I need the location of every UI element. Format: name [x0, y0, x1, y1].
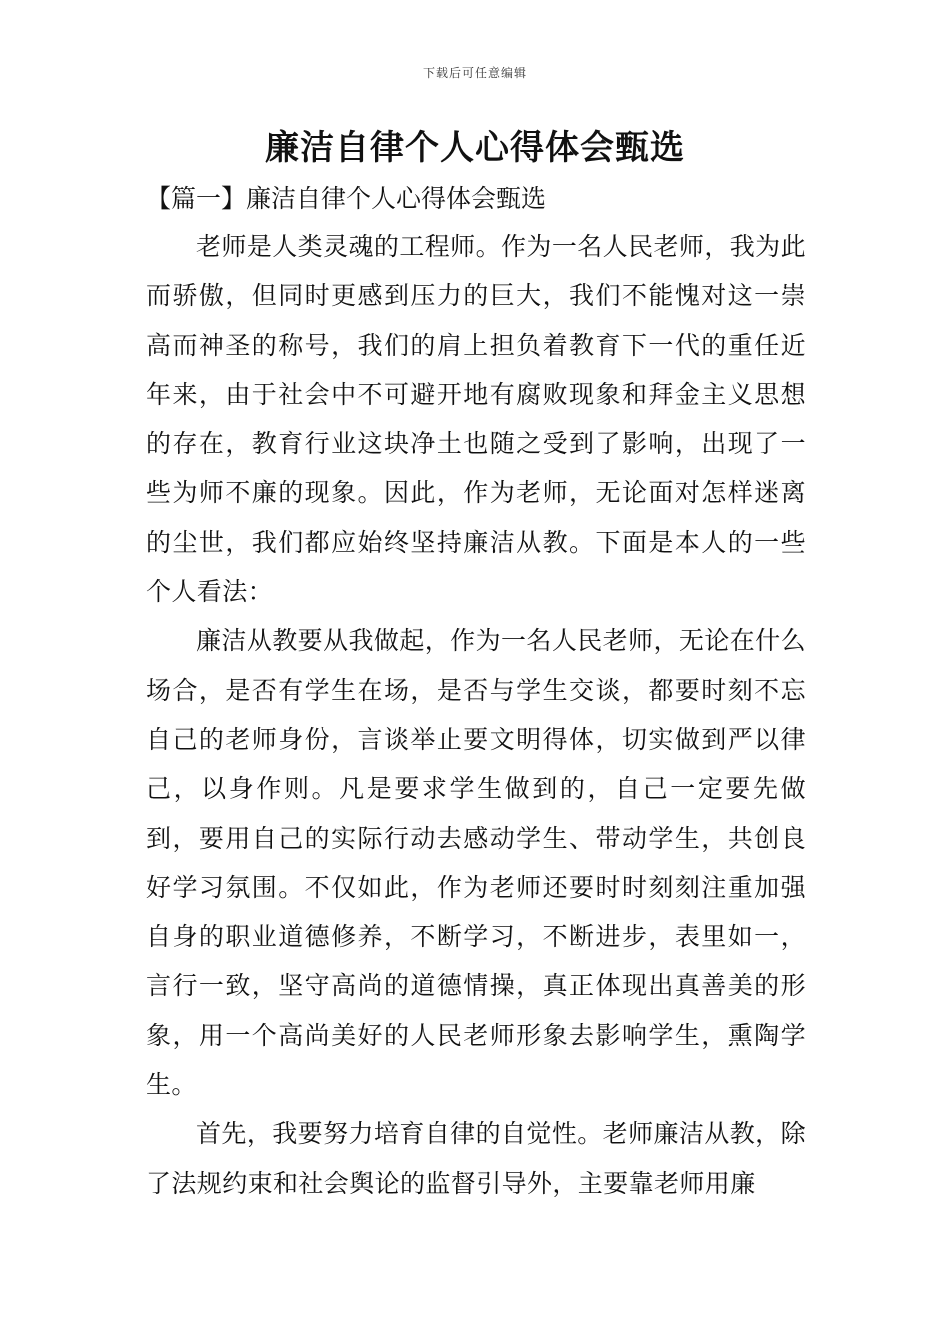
section-heading: 【篇一】廉洁自律个人心得体会甄选: [146, 184, 547, 213]
page-title: 廉洁自律个人心得体会甄选: [265, 128, 685, 168]
page-header-note: 下载后可任意编辑: [422, 66, 527, 80]
paragraph-3: 首先，我要努力培育自律的自觉性。老师廉洁从教，除了法规约束和社会舆论的监督引导外，主要靠老师用廉: [146, 1119, 806, 1198]
paragraph-2: 廉洁从教要从我做起，作为一名人民老师，无论在什么场合，是否有学生在场，是否与学生交谈，都要时刻不忘自己的老师身份，言谈举止要文明得体，切实做到严以律己，以身作则。凡是要求学生做到的，自己一定要先做到，要用自己的实际行动去感动学生、带动学生，共创良好学习氛围。不仅如此，作为老师还要时时刻刻注重加强自身的职业道德修养，不断学习，不断进步，表里如一，言行一致，坚守高尚的道德情操，真正体现出真善美的形象，用一个高尚美好的人民老师形象去影响学生，熏陶学生。: [146, 626, 806, 1100]
document-body: [146, 176, 806, 1208]
paragraph-1: 老师是人类灵魂的工程师。作为一名人民老师，我为此而骄傲，但同时更感到压力的巨大，我们不能愧对这一崇高而神圣的称号，我们的肩上担负着教育下一代的重任近年来，由于社会中不可避开地有腐败现象和拜金主义思想的存在，教育行业这块净土也随之受到了影响，出现了一些为师不廉的现象。因此，作为老师，无论面对怎样迷离的尘世，我们都应始终坚持廉洁从教。下面是本人的一些个人看法：: [146, 232, 806, 607]
